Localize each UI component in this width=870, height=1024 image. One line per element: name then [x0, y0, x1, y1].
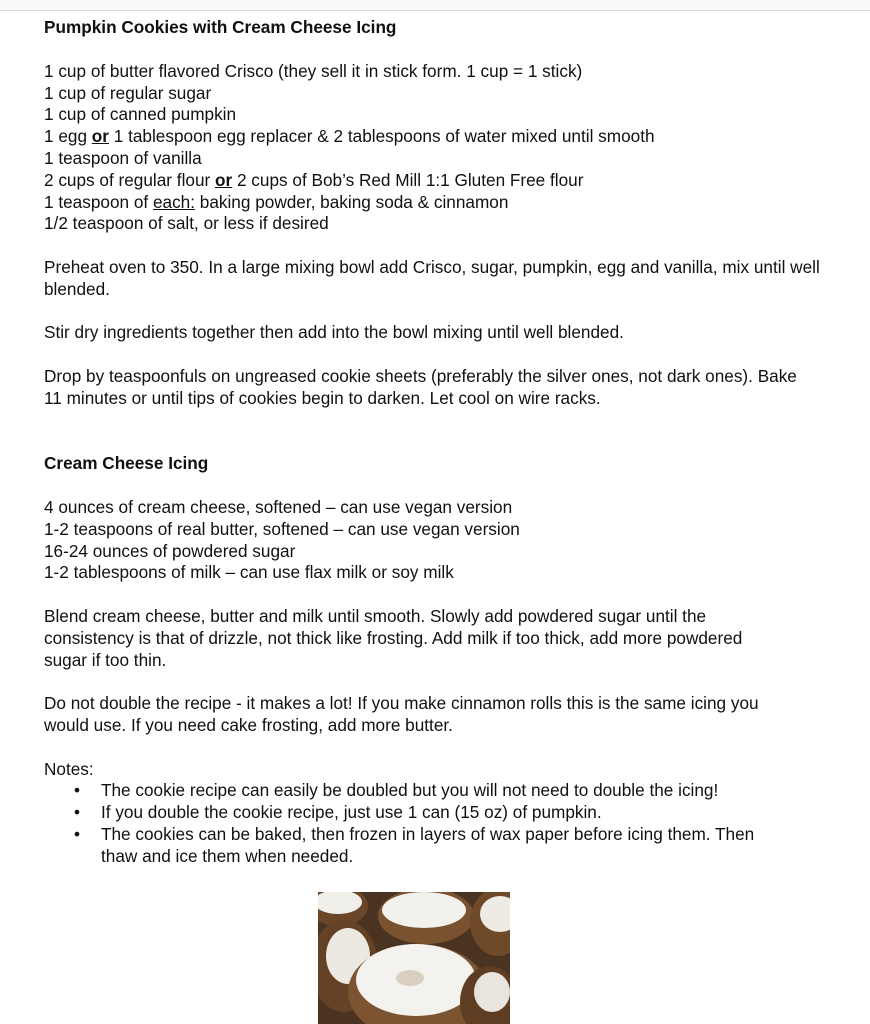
cookies-photo-image [318, 892, 510, 1024]
ingredient-text: 2 cups of regular flour [44, 169, 216, 190]
recipe-document [44, 17, 844, 867]
ingredient-line: 1 cup of canned pumpkin [44, 104, 237, 125]
ingredient-text: 2 cups of Bob’s Red Mill 1:1 Gluten Free flour [232, 169, 584, 190]
ingredient-line: 1/2 teaspoon of salt, or less if desired [44, 213, 329, 234]
cookie-ingredients [44, 61, 844, 235]
notes-list [44, 780, 844, 867]
icing-step: Do not double the recipe - it makes a lot! If you make cinnamon rolls this is the same icing you would use. If you need cake frosting, add more butter. [44, 693, 759, 735]
or-emphasis: or [215, 169, 233, 190]
icing-ingredient-line: 4 ounces of cream cheese, softened – can use vegan version [44, 496, 513, 517]
instruction-step: Preheat oven to 350. In a large mixing bowl add Crisco, sugar, pumpkin, egg and vanilla, mix until well blended. [44, 256, 820, 299]
icing-ingredient-line: 16-24 ounces of powdered sugar [44, 540, 296, 561]
ingredient-line: 1 teaspoon of vanilla [44, 147, 202, 168]
icing-title: Cream Cheese Icing [44, 453, 209, 474]
cookies-photo [318, 892, 510, 1024]
ingredient-line: 1 cup of butter flavored Crisco (they sell it in stick form. 1 cup = 1 stick) [44, 60, 583, 81]
instruction-step: Drop by teaspoonfuls on ungreased cookie sheets (preferably the silver ones, not dark ones). Bake 11 minutes or until tips of cookies begin to darken. Let cool on wire racks. [44, 365, 797, 408]
note-item: • The cookie recipe can easily be doubled but you will not need to double the icing! [44, 780, 844, 802]
note-item: • The cookies can be baked, then frozen in layers of wax paper before icing them. Then thaw and ice them when needed. [44, 824, 781, 868]
ingredient-text: baking powder, baking soda & cinnamon [195, 191, 509, 212]
recipe-title: Pumpkin Cookies with Cream Cheese Icing [44, 17, 397, 37]
icing-ingredients [44, 497, 844, 584]
icing-step: Blend cream cheese, butter and milk until smooth. Slowly add powdered sugar until the consistency is that of drizzle, not thick like frosting. Add milk if too thick, add more powdered sugar if too thin. [44, 605, 743, 670]
ingredient-line-egg [44, 126, 844, 148]
icing-ingredient-line: 1-2 teaspoons of real butter, softened – can use vegan version [44, 518, 520, 539]
ingredient-text: 1 tablespoon egg replacer & 2 tablespoons of water mixed until smooth [108, 126, 655, 147]
window-top-edge [0, 0, 870, 11]
ingredient-line-flour [44, 170, 844, 192]
ingredient-line: 1 cup of regular sugar [44, 82, 212, 103]
or-emphasis: or [91, 126, 109, 147]
ingredient-line-leaveners [44, 192, 844, 214]
icing-ingredient-line: 1-2 tablespoons of milk – can use flax milk or soy milk [44, 562, 454, 583]
notes-label: Notes: [44, 758, 94, 779]
instruction-step: Stir dry ingredients together then add into the bowl mixing until well blended. [44, 322, 624, 343]
note-item: • If you double the cookie recipe, just use 1 can (15 oz) of pumpkin. [44, 802, 844, 824]
each-emphasis: each: [152, 191, 195, 212]
ingredient-text: 1 egg [44, 126, 92, 147]
ingredient-text: 1 teaspoon of [44, 191, 153, 212]
